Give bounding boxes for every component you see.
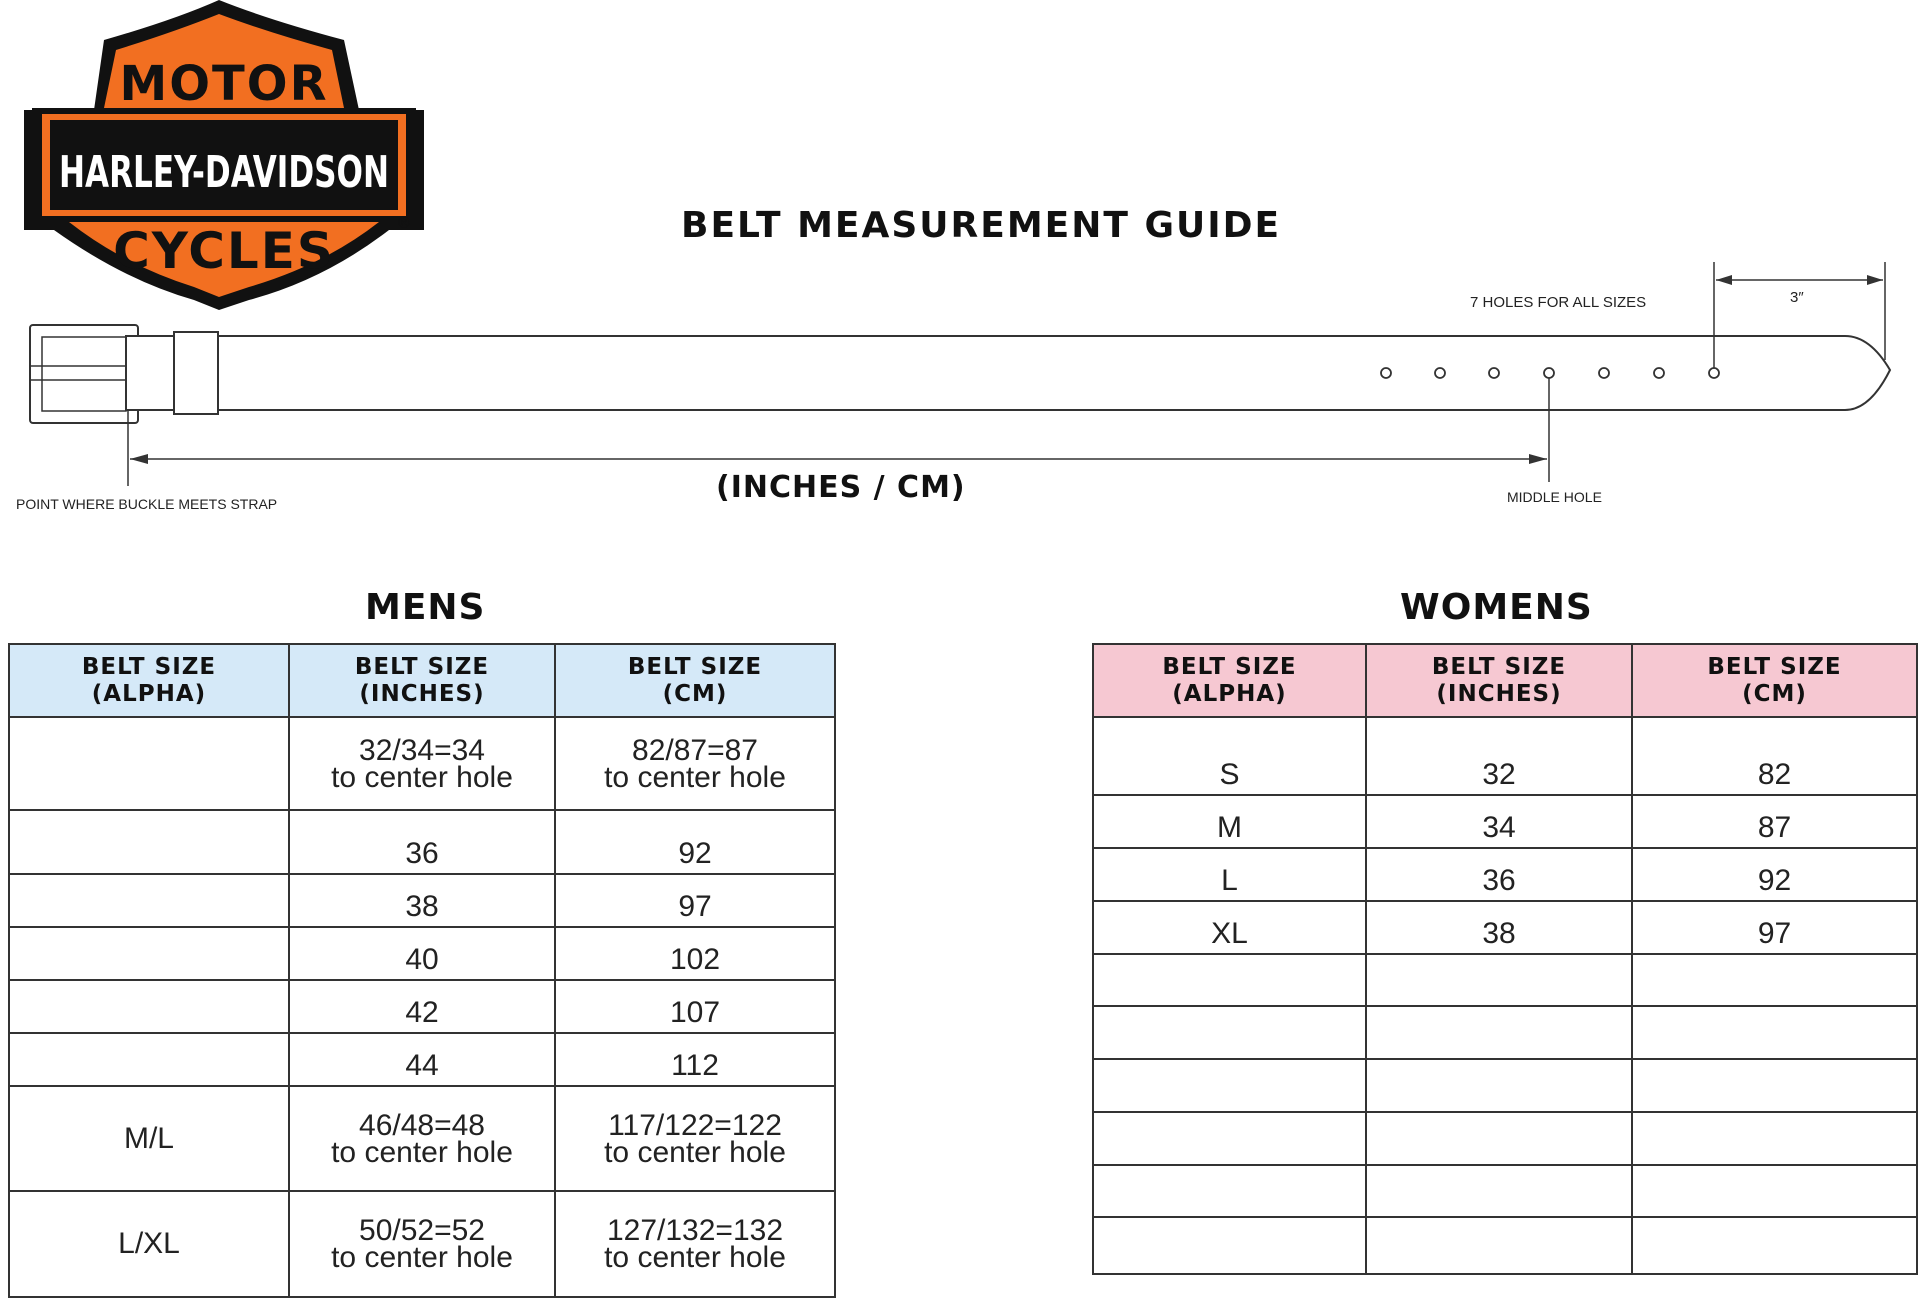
belt-hole: [1599, 368, 1609, 378]
buckle-frame: [30, 325, 138, 423]
buckle-point-label: POINT WHERE BUCKLE MEETS STRAP: [16, 496, 278, 512]
table-row: [1093, 848, 1917, 901]
alpha-cell: S: [1093, 717, 1366, 795]
table-row: [1093, 1217, 1917, 1274]
cm-cell: 102: [555, 927, 835, 980]
belt-hole: [1489, 368, 1499, 378]
alpha-cell: XL: [1093, 901, 1366, 954]
alpha-cell: M/L: [9, 1086, 289, 1191]
belt-hole: [1544, 368, 1554, 378]
alpha-cell: [1093, 1059, 1366, 1112]
holes-note: 7 HOLES FOR ALL SIZES: [1470, 294, 1647, 311]
cm-cell: [1632, 1112, 1917, 1165]
belt-hole: [1654, 368, 1664, 378]
womens-header-row: [1093, 644, 1917, 717]
table-row: [1093, 1112, 1917, 1165]
mens-size-table: [8, 643, 836, 1298]
header-cm: BELT SIZE (CM): [1632, 644, 1917, 717]
three-inch-arrowhead-right: [1867, 275, 1883, 285]
alpha-cell: [1093, 1112, 1366, 1165]
inches-cell: [1366, 1165, 1632, 1217]
measurement-arrowhead-right: [1529, 454, 1547, 464]
cm-cell: 82/87=87 to center hole: [555, 717, 835, 810]
mens-header-row: [9, 644, 835, 717]
inches-cell: 44: [289, 1033, 555, 1086]
inches-cell: [1366, 1059, 1632, 1112]
inches-cell: 40: [289, 927, 555, 980]
logo-middle-text: HARLEY-DAVIDSON: [59, 147, 389, 198]
cm-cell: [1632, 1165, 1917, 1217]
belt-hole: [1709, 368, 1719, 378]
womens-title: WOMENS: [1400, 587, 1593, 628]
inches-cell: [1366, 1217, 1632, 1274]
inches-cell: 34: [1366, 795, 1632, 848]
table-row: [9, 874, 835, 927]
cm-cell: 87: [1632, 795, 1917, 848]
cm-cell: 127/132=132 to center hole: [555, 1191, 835, 1297]
registered-mark: ®: [396, 213, 412, 232]
inches-cell: [1366, 1112, 1632, 1165]
table-row: [1093, 1059, 1917, 1112]
inches-cell: 42: [289, 980, 555, 1033]
alpha-cell: [9, 980, 289, 1033]
table-row: [1093, 795, 1917, 848]
table-row: [9, 810, 835, 874]
belt-strap: [126, 336, 1890, 410]
table-row: [9, 1033, 835, 1086]
alpha-cell: [9, 717, 289, 810]
inches-cell: 32/34=34 to center hole: [289, 717, 555, 810]
header-alpha: BELT SIZE (ALPHA): [1093, 644, 1366, 717]
table-row: [1093, 1006, 1917, 1059]
cm-cell: 97: [555, 874, 835, 927]
alpha-cell: [1093, 1165, 1366, 1217]
alpha-cell: [9, 810, 289, 874]
alpha-cell: [1093, 1217, 1366, 1274]
cm-cell: [1632, 1006, 1917, 1059]
womens-size-table: [1092, 643, 1918, 1275]
header-inches: BELT SIZE (INCHES): [289, 644, 555, 717]
table-row: [9, 1086, 835, 1191]
table-row: [9, 927, 835, 980]
guide-title: BELT MEASUREMENT GUIDE: [681, 205, 1282, 246]
table-row: [9, 980, 835, 1033]
belt-keeper: [174, 332, 218, 414]
inches-cell: 46/48=48 to center hole: [289, 1086, 555, 1191]
inches-cell: 32: [1366, 717, 1632, 795]
inches-cell: 38: [289, 874, 555, 927]
table-row: [1093, 954, 1917, 1006]
header-inches: BELT SIZE (INCHES): [1366, 644, 1632, 717]
inches-cell: 36: [289, 810, 555, 874]
cm-cell: 117/122=122 to center hole: [555, 1086, 835, 1191]
measurement-arrowhead-left: [130, 454, 148, 464]
cm-cell: 92: [1632, 848, 1917, 901]
table-row: [1093, 901, 1917, 954]
cm-cell: 82: [1632, 717, 1917, 795]
alpha-cell: [9, 1033, 289, 1086]
belt-hole: [1435, 368, 1445, 378]
cm-cell: [1632, 1059, 1917, 1112]
inches-cell: 36: [1366, 848, 1632, 901]
table-row: [1093, 717, 1917, 795]
logo-top-text: MOTOR: [119, 56, 329, 112]
alpha-cell: [9, 874, 289, 927]
inches-cell: 38: [1366, 901, 1632, 954]
table-row: [1093, 1165, 1917, 1217]
alpha-cell: L: [1093, 848, 1366, 901]
header-cm: BELT SIZE (CM): [555, 644, 835, 717]
alpha-cell: M: [1093, 795, 1366, 848]
alpha-cell: [1093, 1006, 1366, 1059]
logo-bottom-text: CYCLES: [113, 222, 335, 280]
alpha-cell: L/XL: [9, 1191, 289, 1297]
alpha-cell: [9, 927, 289, 980]
cm-cell: 92: [555, 810, 835, 874]
cm-cell: 112: [555, 1033, 835, 1086]
inches-cell: [1366, 954, 1632, 1006]
belt-hole: [1381, 368, 1391, 378]
header-alpha: BELT SIZE (ALPHA): [9, 644, 289, 717]
cm-cell: 97: [1632, 901, 1917, 954]
table-row: [9, 1191, 835, 1297]
buckle-inner: [42, 337, 126, 411]
cm-cell: [1632, 1217, 1917, 1274]
cm-cell: 107: [555, 980, 835, 1033]
three-inch-arrowhead-left: [1716, 275, 1732, 285]
end-distance-label: 3″: [1790, 289, 1804, 306]
mens-title: MENS: [365, 587, 486, 628]
table-row: [9, 717, 835, 810]
middle-hole-label: MIDDLE HOLE: [1507, 489, 1602, 505]
units-label: (INCHES / CM): [716, 470, 966, 505]
cm-cell: [1632, 954, 1917, 1006]
inches-cell: 50/52=52 to center hole: [289, 1191, 555, 1297]
inches-cell: [1366, 1006, 1632, 1059]
alpha-cell: [1093, 954, 1366, 1006]
